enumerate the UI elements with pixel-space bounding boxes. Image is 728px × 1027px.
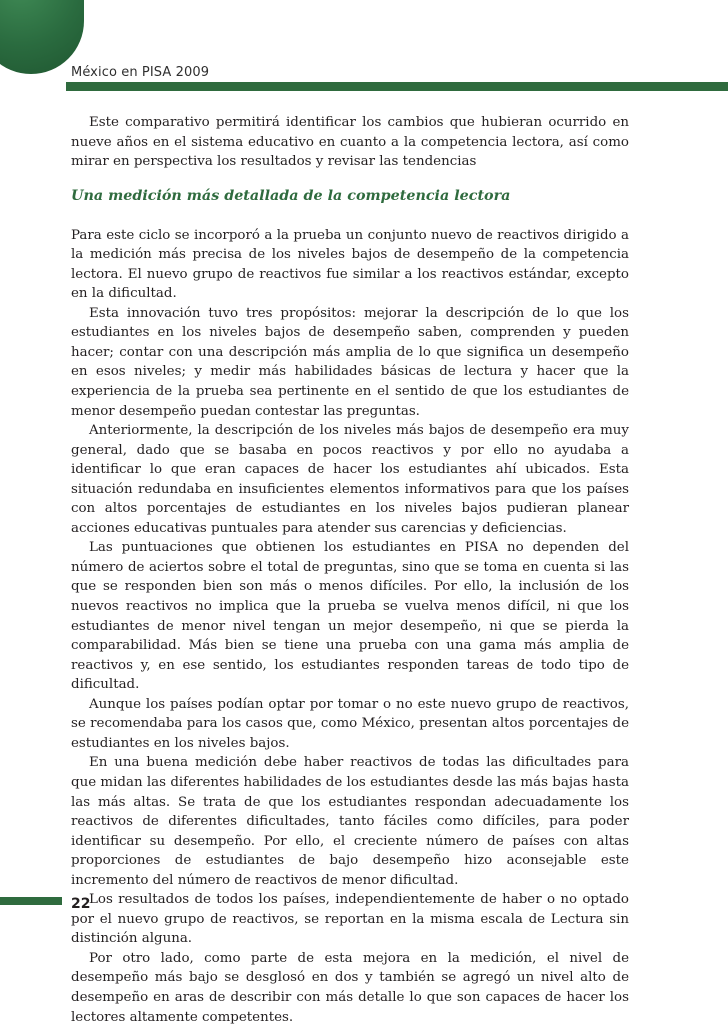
- intro-paragraph: Este comparativo permitirá identificar los cambios que hubieran ocurrido en nueve años en el sistema educativo en cuanto a la competencia lectora, así como mirar en perspectiva los resultados y revisar las tendencias: [71, 115, 629, 170]
- paragraph: Las puntuaciones que obtienen los estudiantes en PISA no dependen del número de aciertos sobre el total de preguntas, sino que se toma en cuenta si las que se responden bien son más o menos difíciles. Por ello, la inclusión de los nuevos reactivos no implica que la prueba se vuelva menos difícil, ni que los estudiantes de menor nivel tengan un mejor desempeño, ni que se pierda la comparabilidad. Más bien se tiene una prueba con una gama más amplia de reactivos y, en ese sentido, los estudiantes responden tareas de todo tipo de dificultad.: [71, 540, 629, 693]
- header-rule: [66, 82, 728, 91]
- footer-rule: [0, 897, 62, 905]
- paragraph: Esta innovación tuvo tres propósitos: mejorar la descripción de lo que los estudiantes en los niveles bajos de desempeño saben, comprenden y pueden hacer; contar con una descripción más amplia de lo que significa un desempeño en esos niveles; y medir más habilidades básicas de lectura y hacer que la experiencia de la prueba sea pertinente en el sentido de que los estudiantes de menor desempeño puedan contestar las preguntas.: [71, 305, 629, 419]
- section-heading: Una medición más detallada de la competencia lectora: [71, 187, 511, 204]
- paragraph: Para este ciclo se incorporó a la prueba un conjunto nuevo de reactivos dirigido a la medición más precisa de los niveles bajos de desempeño de la competencia lectora. El nuevo grupo de reactivos fue similar a los reactivos estándar, excepto en la dificultad.: [71, 227, 629, 302]
- running-header: México en PISA 2009: [71, 65, 210, 80]
- paragraph: Los resultados de todos los países, independientemente de haber o no optado por el nuevo grupo de reactivos, se reportan en la misma escala de Lectura sin distinción alguna.: [71, 892, 629, 947]
- paragraph: Por otro lado, como parte de esta mejora en la medición, el nivel de desempeño más bajo se desglosó en dos y también se agregó un nivel alto de desempeño en aras de describir con más detalle lo que son capaces de hacer los lectores altamente competentes.: [71, 950, 629, 1025]
- paragraph: Anteriormente, la descripción de los niveles más bajos de desempeño era muy general, dado que se basaba en pocos reactivos y por ello no ayudaba a identificar lo que eran capaces de hacer los estudiantes ahí ubicados. Esta situación redundaba en insuficientes elementos informativos para que los países con altos porcentajes de estudiantes en los niveles bajos pudieran planear acciones educativas puntuales para atender sus carencias y deficiencias.: [71, 423, 629, 536]
- paragraph: Aunque los países podían optar por tomar o no este nuevo grupo de reactivos, se recomendaba para los casos que, como México, presentan altos porcentajes de estudiantes en los niveles bajos.: [71, 696, 629, 751]
- page-number: 22: [71, 896, 91, 912]
- paragraph: En una buena medición debe haber reactivos de todas las dificultades para que midan las diferentes habilidades de los estudiantes desde las más bajas hasta las más altas. Se trata de que los estudiantes respondan adecuadamente los reactivos de diferentes dificultades, tanto fáciles como difíciles, para poder identificar su desempeño. Por ello, el creciente número de países con altas proporciones de estudiantes de bajo desempeño hizo aconsejable este incremento del número de reactivos de menor dificultad.: [71, 755, 629, 888]
- page-body: [71, 113, 629, 1027]
